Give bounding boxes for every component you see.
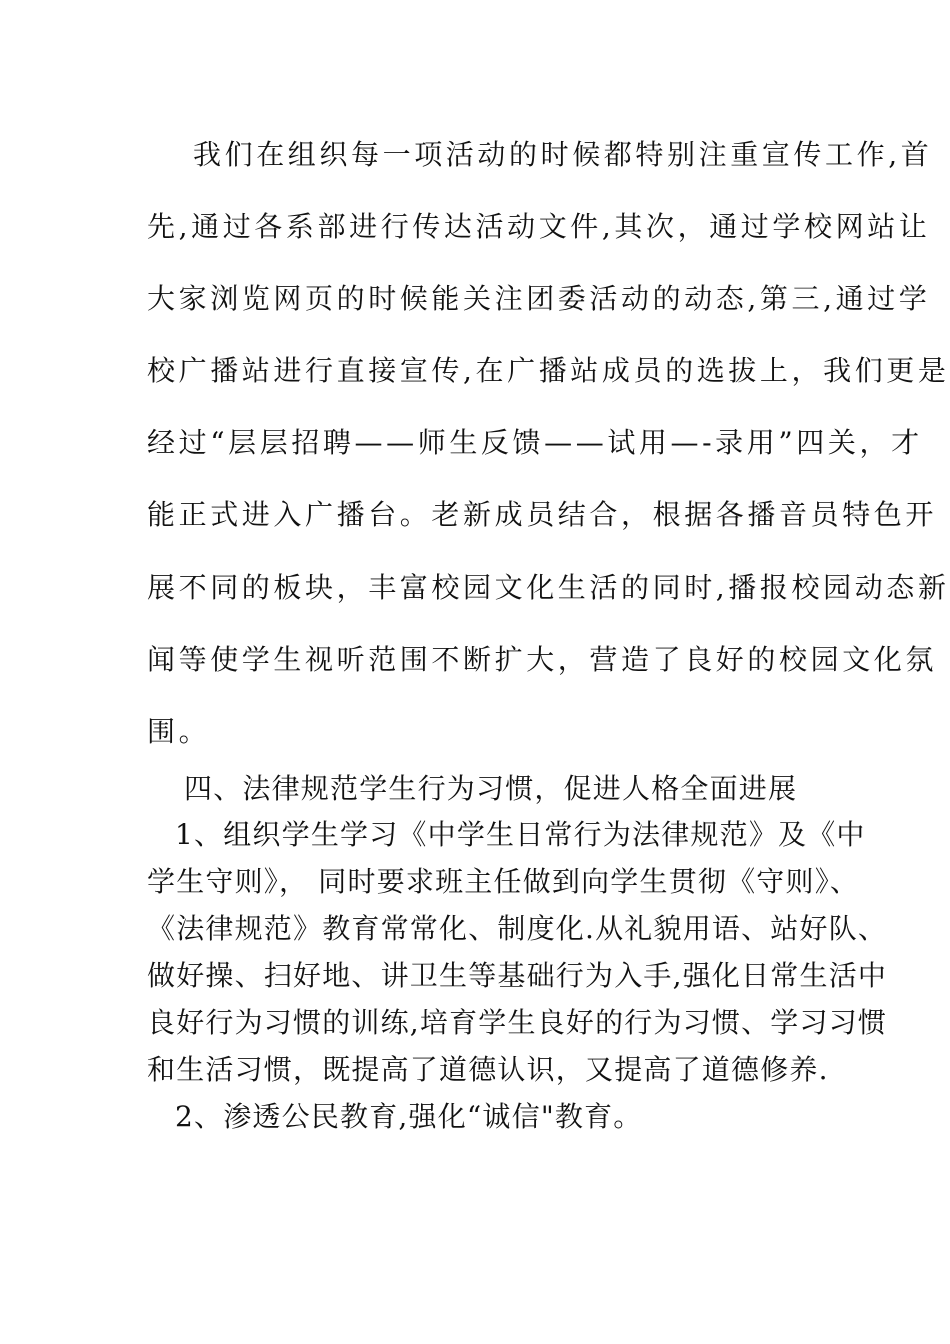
paragraph-line: 校广播站进行直接宣传,在广播站成员的选拔上，我们更是 (147, 354, 950, 387)
paragraph-line: 我们在组织每一项活动的时候都特别注重宣传工作,首 (193, 138, 933, 171)
paragraph-line: 经过“层层招聘——师生反馈——试用—-录用”四关，才 (147, 426, 923, 459)
paragraph-line: 大家浏览网页的时候能关注团委活动的动态,第三,通过学 (147, 282, 931, 315)
item-line: 《法律规范》教育常常化、制度化.从礼貌用语、站好队、 (147, 912, 888, 945)
item-line: 做好操、扫好地、讲卫生等基础行为入手,强化日常生活中 (147, 959, 888, 992)
paragraph-line: 围。 (147, 715, 211, 748)
paragraph-line: 闻等使学生视听范围不断扩大，营造了良好的校园文化氛 (147, 643, 938, 676)
paragraph-line: 先,通过各系部进行传达活动文件,其次，通过学校网站让 (147, 210, 931, 243)
paragraph-line: 展不同的板块，丰富校园文化生活的同时,播报校园动态新 (147, 571, 950, 604)
item-line: 和生活习惯，既提高了道德认识，又提高了道德修养. (147, 1053, 829, 1086)
section-four-heading: 四、法律规范学生行为习惯，促进人格全面进展 (184, 772, 798, 805)
item-line: 1、组织学生学习《中学生日常行为法律规范》及《中 (175, 818, 866, 851)
item-line: 良好行为习惯的训练,培育学生良好的行为习惯、学习习惯 (147, 1006, 888, 1039)
paragraph-line: 能正式进入广播台。老新成员结合，根据各播音员特色开 (147, 498, 938, 531)
item-two-heading: 2、渗透公民教育,强化“诚信"教育。 (175, 1100, 643, 1133)
item-line: 学生守则》， 同时要求班主任做到向学生贯彻《守则》、 (147, 865, 860, 898)
